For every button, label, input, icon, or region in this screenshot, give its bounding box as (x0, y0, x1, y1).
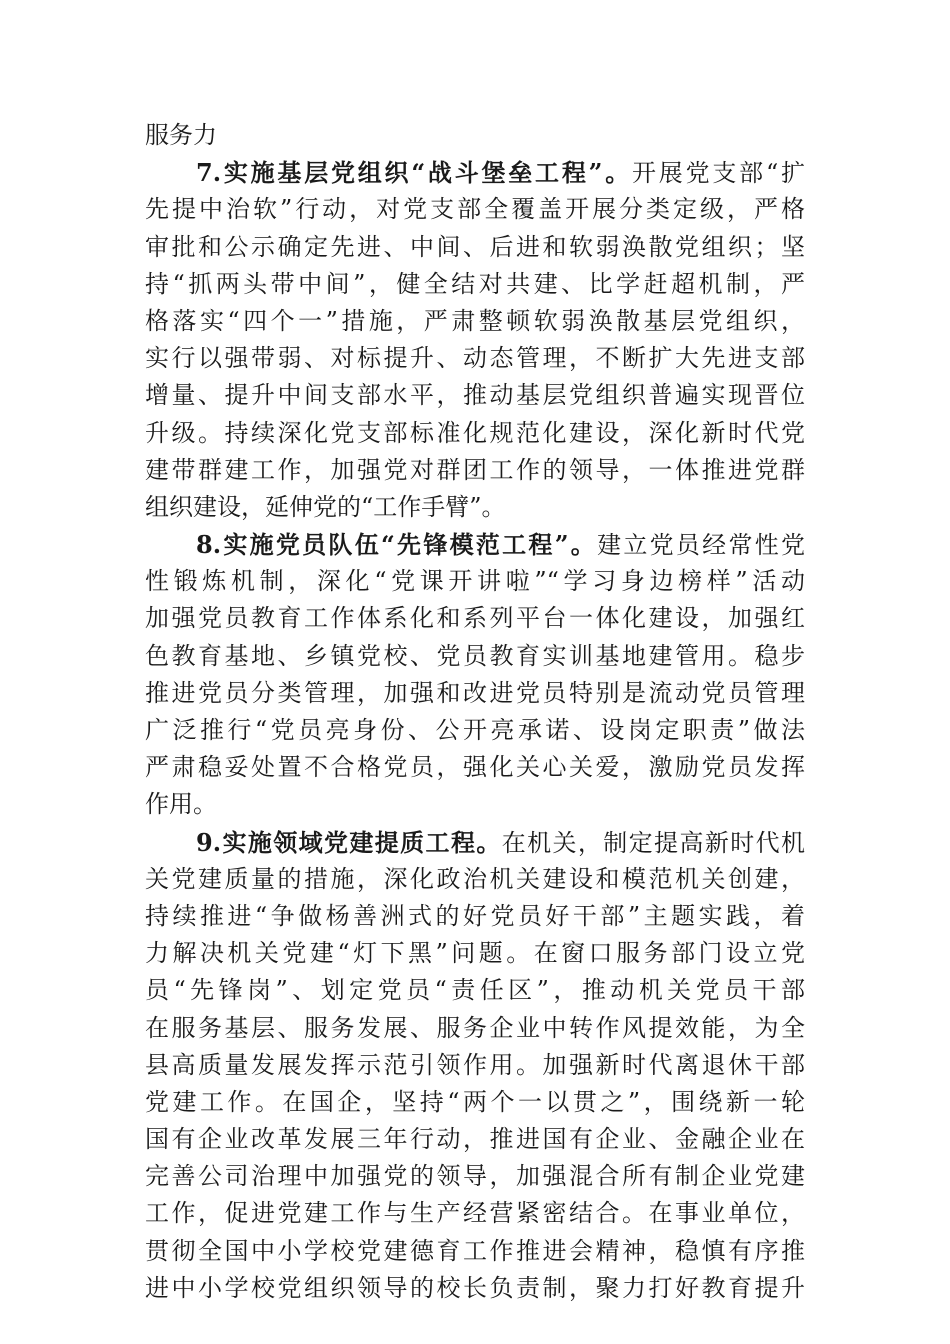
section-9-heading: 9.实施领域党建提质工程。 (196, 827, 502, 857)
section-7-line: 增量、提升中间支部水平，推动基层党组织普遍实现晋位 (145, 381, 805, 410)
section-7-line: 格落实“四个一”措施，严肃整顿软弱涣散基层党组织， (145, 306, 805, 335)
section-9-line: 力解决机关党建“灯下黑”问题。在窗口服务部门设立党 (145, 939, 805, 968)
section-7-line: 持“抓两头带中间”，健全结对共建、比学赶超机制，严 (145, 269, 805, 298)
section-8-line: 性锻炼机制，深化“党课开讲啦”“学习身边榜样”活动 (145, 567, 805, 596)
document-page (145, 117, 805, 1307)
section-9-first-line (145, 824, 805, 861)
section-9-first-line-text: 在机关，制定提高新时代机 (501, 828, 805, 857)
section-7-line: 先提中治软”行动，对党支部全覆盖开展分类定级，严格 (145, 195, 805, 224)
section-9-line: 关党建质量的措施，深化政治机关建设和模范机关创建， (145, 864, 805, 893)
section-9-line: 贯彻全国中小学校党建德育工作推进会精神，稳慎有序推 (145, 1236, 805, 1265)
section-8-line: 作用。 (145, 790, 217, 819)
section-9-line: 在服务基层、服务发展、服务企业中转作风提效能，为全 (145, 1013, 805, 1042)
section-8-heading: 8.实施党员队伍“先锋模范工程”。 (196, 530, 598, 560)
section-7-first-line (145, 154, 805, 191)
section-8-first-line (145, 526, 805, 563)
section-7-heading: 7.实施基层党组织“战斗堡垒工程”。 (196, 158, 633, 188)
section-9-line: 县高质量发展发挥示范引领作用。加强新时代离退休干部 (145, 1050, 805, 1079)
intro-fragment: 服务力 (145, 121, 217, 149)
section-8-line: 广泛推行“党员亮身份、公开亮承诺、设岗定职责”做法 (145, 716, 805, 744)
section-9-line: 进中小学校党组织领导的校长负责制，聚力打好教育提升 (145, 1273, 805, 1302)
section-9-line: 持续推进“争做杨善洲式的好党员好干部”主题实践，着 (145, 901, 805, 930)
section-7-line: 升级。持续深化党支部标准化规范化建设，深化新时代党 (145, 418, 805, 447)
section-8-line: 色教育基地、乡镇党校、党员教育实训基地建管用。稳步 (145, 641, 805, 670)
section-8-line: 推进党员分类管理，加强和改进党员特别是流动党员管理 (145, 678, 805, 707)
section-9-line: 工作，促进党建工作与生产经营紧密结合。在事业单位， (145, 1199, 805, 1228)
section-8-line: 严肃稳妥处置不合格党员，强化关心关爱，激励党员发挥 (145, 753, 805, 782)
section-7-line: 审批和公示确定先进、中间、后进和软弱涣散党组织；坚 (145, 232, 805, 261)
section-8-first-line-text: 建立党员经常性党 (597, 531, 806, 560)
section-9-line: 党建工作。在国企，坚持“两个一以贯之”，围绕新一轮 (145, 1087, 805, 1116)
section-8-line: 加强党员教育工作体系化和系列平台一体化建设，加强红 (145, 604, 805, 633)
section-9-line: 员“先锋岗”、划定党员“责任区”，推动机关党员干部 (145, 976, 805, 1005)
section-9-line: 国有企业改革发展三年行动，推进国有企业、金融企业在 (145, 1125, 805, 1154)
section-7-first-line-text: 开展党支部“扩 (632, 159, 805, 188)
section-7-line: 组织建设，延伸党的“工作手臂”。 (145, 492, 506, 521)
section-7-line: 实行以强带弱、对标提升、动态管理，不断扩大先进支部 (145, 344, 805, 373)
section-7-line: 建带群建工作，加强党对群团工作的领导，一体推进党群 (145, 455, 805, 484)
section-9-line: 完善公司治理中加强党的领导，加强混合所有制企业党建 (145, 1162, 805, 1191)
